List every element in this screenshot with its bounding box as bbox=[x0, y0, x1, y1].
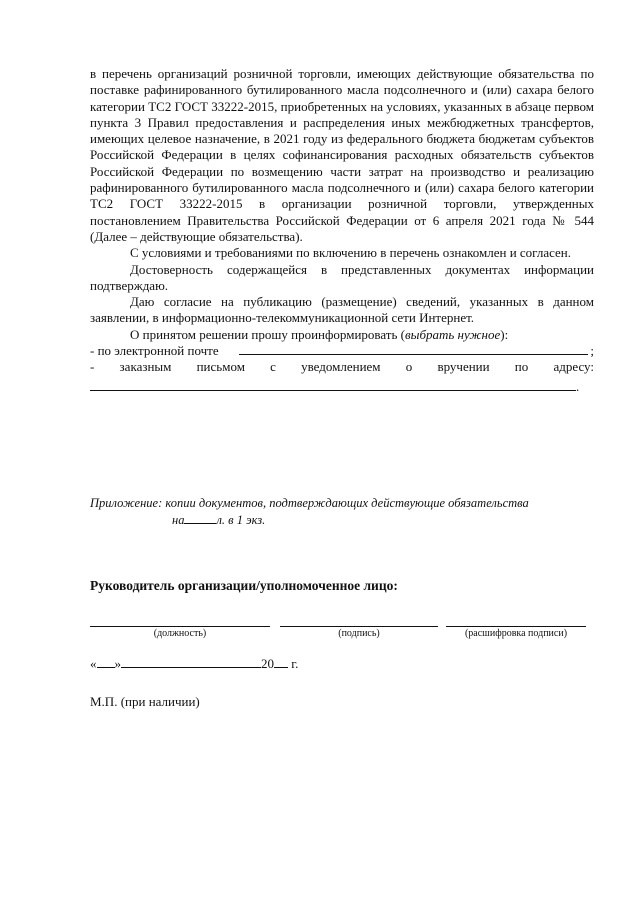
decode-caption: (расшифровка подписи) bbox=[464, 628, 568, 639]
month-field[interactable] bbox=[121, 656, 261, 668]
year-field[interactable] bbox=[274, 656, 288, 668]
attachment-label: Приложение: bbox=[90, 496, 163, 510]
position-caption: (должность) bbox=[153, 628, 207, 639]
post-address-line: . bbox=[90, 376, 594, 395]
signature-decode-field[interactable] bbox=[446, 626, 586, 627]
notify-request: О принятом решении прошу проинформировать (выбрать нужное): bbox=[130, 326, 509, 342]
signature-field[interactable] bbox=[280, 626, 438, 627]
email-option: - по электронной почте bbox=[90, 343, 219, 359]
paragraph-list-inclusion: в перечень организаций розничной торговли, имеющих действующие обязательства по поставке рафинированного бутилированного масла подсолнечного и (или) сахара белого категории ТС2 ГОСТ 33222-2015, приобретенных на условиях, указанных в абзаце первом пункта 3 Правил предоставления и распределения иных межбюджетных трансфертов, имеющих целевое назначение, в 2021 году из федерального бюджета бюджетам субъектов Российской Федерации в целях софинансирования расходных обязательств субъектов Российской Федерации по возмещению части затрат на производство и реализацию рафинированного бутилированного масла подсолнечного и (или) сахара белого категории ТС2 ГОСТ 33222-2015 в организации розничной торговли, утвержденных постановлением Правительства Российской Федерации от 6 апреля 2021 года № 544 (Далее – действующие обязательства). bbox=[90, 66, 594, 244]
attachment-text: копии документов, подтверждающих действующие обязательства bbox=[165, 496, 529, 510]
post-option: - заказным письмом с уведомлением о вручении по адресу: bbox=[90, 359, 594, 375]
paragraph-reliability: Достоверность содержащейся в представленных документах информации подтверждаю. bbox=[90, 261, 594, 293]
paragraph-conditions: С условиями и требованиями по включению в перечень ознакомлен и согласен. bbox=[130, 245, 572, 261]
position-field[interactable] bbox=[90, 626, 270, 627]
pages-count-field[interactable] bbox=[184, 512, 216, 524]
paragraph-consent: Даю согласие на публикацию (размещение) сведений, указанных в данном заявлении, в информационно-телекоммуникационной сети Интернет. bbox=[90, 294, 594, 326]
post-address-field[interactable] bbox=[90, 376, 576, 391]
email-field[interactable] bbox=[239, 343, 589, 355]
head-title: Руководитель организации/уполномоченное лицо: bbox=[90, 578, 398, 593]
day-field[interactable] bbox=[97, 656, 115, 668]
date-line: « » 20 г. bbox=[90, 656, 299, 671]
email-line: - по электронной почте ; bbox=[90, 343, 594, 359]
signature-caption: (подпись) bbox=[338, 628, 380, 639]
stamp-place: М.П. (при наличии) bbox=[90, 694, 200, 709]
notify-hint: выбрать нужное bbox=[405, 326, 501, 342]
attachment-note: Приложение: копии документов, подтверждающих действующие обязательства на л. в 1 экз. bbox=[90, 496, 529, 527]
application-body bbox=[90, 66, 594, 395]
